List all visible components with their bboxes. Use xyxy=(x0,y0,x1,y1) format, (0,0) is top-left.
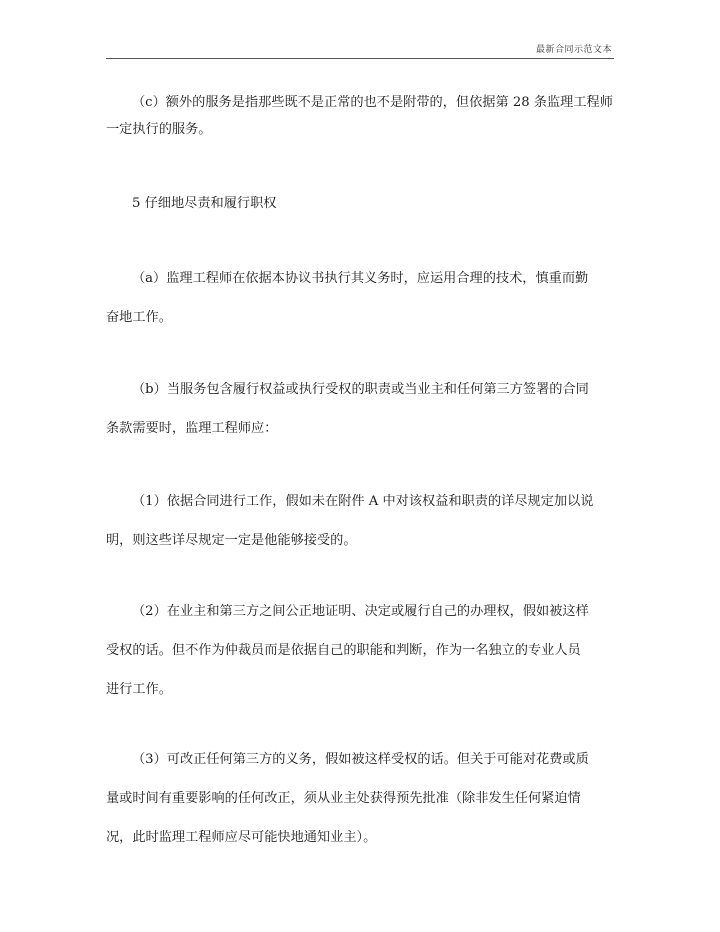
header-title: 最新合同示范文本 xyxy=(535,45,612,55)
paragraph-line: 条款需要时，监理工程师应： xyxy=(106,421,278,436)
paragraph-line: 奋地工作。 xyxy=(106,310,172,325)
paragraph-line: 受权的话。但不作为仲裁员而是依据自己的职能和判断，作为一名独立的专业人员 xyxy=(106,643,581,658)
paragraph-line: 一定执行的服务。 xyxy=(106,122,212,137)
section-heading-text: 5 仔细地尽责和履行职权 xyxy=(132,196,277,211)
paragraph-line: （c）额外的服务是指那些既不是正常的也不是附带的，但依据第 28 条监理工程师 xyxy=(132,95,613,110)
paragraph-a xyxy=(106,259,588,337)
paragraph-1 xyxy=(106,482,594,560)
paragraph-line: （1）依据合同进行工作，假如未在附件 A 中对该权益和职责的详尽规定加以说 xyxy=(132,494,594,509)
header-divider xyxy=(106,58,614,59)
paragraph-line: 况，此时监理工程师应尽可能快地通知业主）。 xyxy=(106,830,377,845)
paragraph-2 xyxy=(106,592,588,709)
paragraph-line: （2）在业主和第三方之间公正地证明、决定或履行自己的办理权，假如被这样 xyxy=(132,604,589,619)
section-5-heading xyxy=(106,190,588,217)
paragraph-line: 明，则这些详尽规定一定是他能够接受的。 xyxy=(106,533,357,548)
paragraph-line: 进行工作。 xyxy=(106,682,172,697)
paragraph-b xyxy=(106,370,588,448)
paragraph-line: （b）当服务包含履行权益或执行受权的职责或当业主和任何第三方签署的合同 xyxy=(132,382,589,397)
paragraph-3 xyxy=(106,740,588,857)
paragraph-line: （a）监理工程师在依据本协议书执行其义务时，应运用合理的技术，慎重而勤 xyxy=(132,271,589,286)
paragraph-line: 量或时间有重要影响的任何改正，须从业主处获得预先批准（除非发生任何紧迫情 xyxy=(106,791,581,806)
paragraph-line: （3）可改正任何第三方的义务，假如被这样受权的话。但关于可能对花费或质 xyxy=(132,752,589,767)
paragraph-c xyxy=(106,89,613,143)
